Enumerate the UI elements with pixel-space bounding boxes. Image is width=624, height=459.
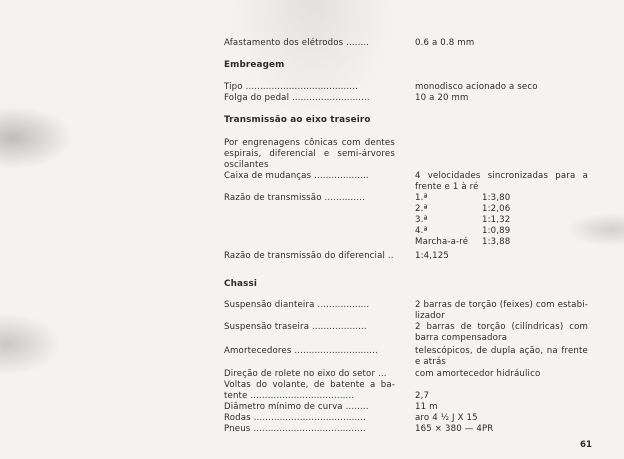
tipo-value: monodisco acionado a seco — [415, 82, 538, 92]
gear-4-label: 4.ª — [415, 226, 428, 236]
gear-reverse-ratio: 1:3,88 — [482, 237, 511, 247]
afastamento-label: Afastamento dos elétrodos ........ — [224, 38, 370, 48]
chassi-heading: Chassi — [224, 279, 258, 289]
diferencial-label: Razão de transmissão do diferencial .. — [224, 251, 394, 261]
diferencial-value: 1:4,125 — [415, 251, 450, 261]
amortecedores-value-2: e atrás — [415, 357, 446, 367]
embreagem-heading: Embreagem — [224, 60, 285, 70]
diametro-label: Diâmetro mínimo de curva ........ — [224, 402, 369, 412]
caixa-label: Caixa de mudanças ................... — [224, 171, 369, 181]
gear-4-ratio: 1:0,89 — [482, 226, 511, 236]
gear-2-label: 2.ª — [415, 204, 428, 214]
afastamento-value: 0.6 a 0.8 mm — [415, 38, 475, 48]
folga-label: Folga do pedal ........................... — [224, 93, 370, 103]
pneus-value: 165 × 380 — 4PR — [415, 424, 494, 434]
suspensao-dianteira-label: Suspensão dianteira .................. — [224, 300, 370, 310]
gear-3-label: 3.ª — [415, 215, 428, 225]
suspensao-traseira-value-1: 2 barras de torção (cilíndricas) com — [415, 322, 588, 332]
caixa-value-line-2: frente e 1 à ré — [415, 182, 479, 192]
direcao-label: Direção de rolete no eixo do setor ... — [224, 369, 387, 379]
gear-3-ratio: 1:1,32 — [482, 215, 511, 225]
razao-label: Razão de transmissão .............. — [224, 193, 365, 203]
direcao-value: com amortecedor hidráulico — [415, 369, 541, 379]
voltas-value: 2,7 — [415, 391, 430, 401]
voltas-label-1: Voltas do volante, de batente a ba- — [224, 380, 395, 390]
transmissao-heading: Transmissão ao eixo traseiro — [224, 115, 371, 125]
diametro-value: 11 m — [415, 402, 438, 412]
transmissao-desc-line-1: Por engrenagens cônicas com dentes — [224, 138, 395, 148]
transmissao-desc-line-3: oscilantes — [224, 160, 269, 170]
suspensao-dianteira-value-2: lizador — [415, 311, 445, 321]
rodas-value: aro 4 ½ J X 15 — [415, 413, 478, 423]
voltas-label-2: tente .................................... — [224, 391, 355, 401]
rodas-label: Rodas ....................................... — [224, 413, 367, 423]
page-number: 61 — [580, 440, 592, 450]
amortecedores-value-1: telescópicos, de dupla ação, na frente — [415, 346, 588, 356]
amortecedores-label: Amortecedores ............................. — [224, 346, 378, 356]
gear-2-ratio: 1:2,06 — [482, 204, 511, 214]
suspensao-dianteira-value-1: 2 barras de torção (feixes) com estabi- — [415, 300, 588, 310]
gear-1-ratio: 1:3,80 — [482, 193, 511, 203]
gear-reverse-label: Marcha-a-ré — [415, 237, 469, 247]
folga-value: 10 a 20 mm — [415, 93, 469, 103]
transmissao-desc-line-2: espirais, diferencial e semi-árvores — [224, 149, 395, 159]
gear-1-label: 1.ª — [415, 193, 428, 203]
suspensao-traseira-value-2: barra compensadora — [415, 333, 508, 343]
suspensao-traseira-label: Suspensão traseira ................... — [224, 322, 367, 332]
tipo-label: Tipo ....................................... — [224, 82, 358, 92]
caixa-value-line-1: 4 velocidades sincronizadas para a — [415, 171, 588, 181]
pneus-label: Pneus ....................................... — [224, 424, 366, 434]
